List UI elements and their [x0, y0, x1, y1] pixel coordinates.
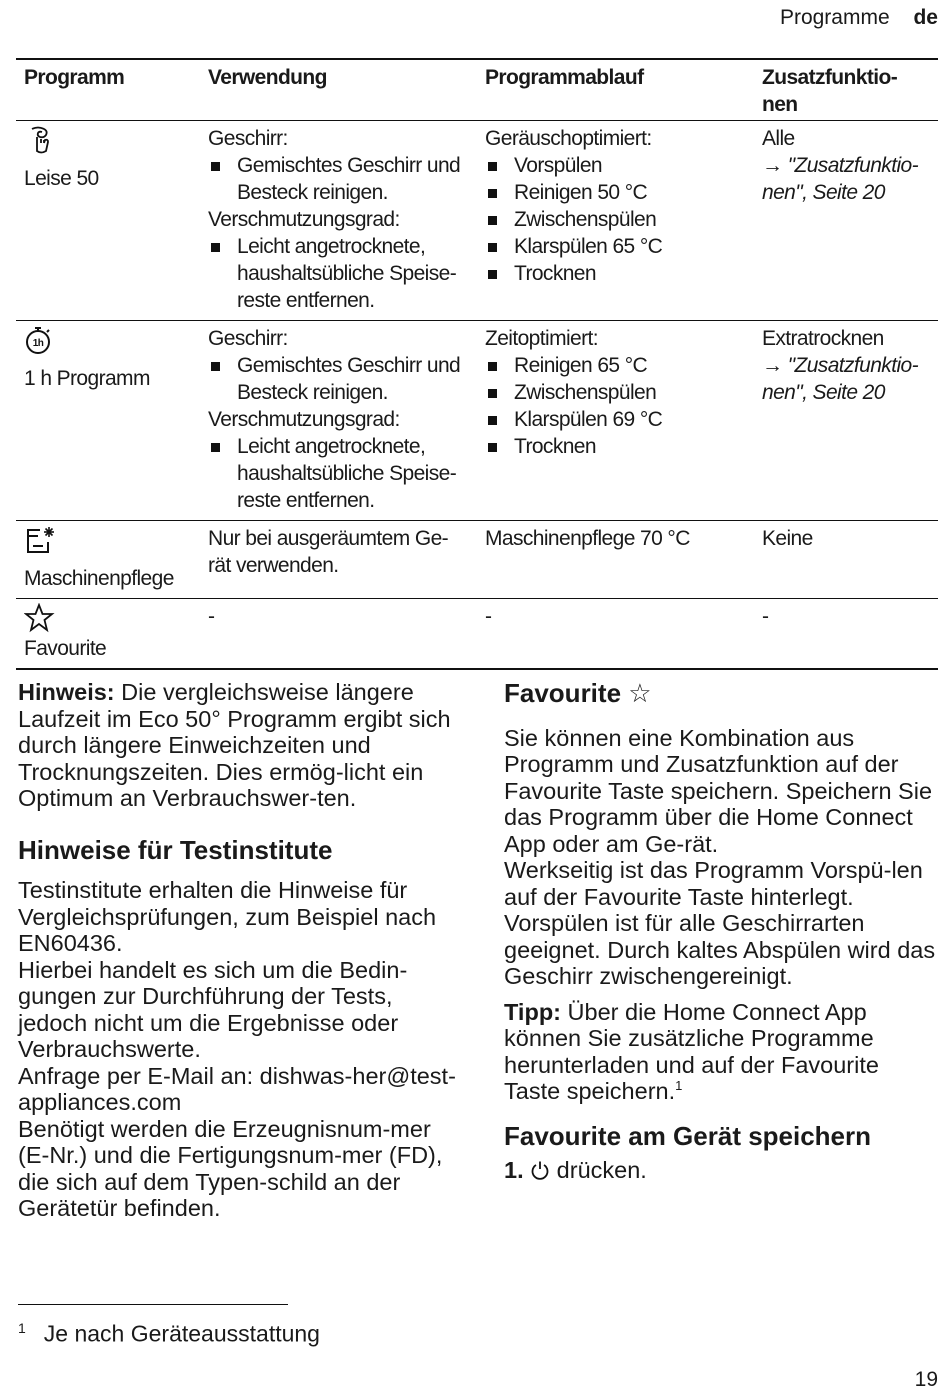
arrow-icon: → — [762, 154, 788, 177]
program-name: Leise 50 — [24, 167, 99, 190]
list-item: Gemischtes Geschirr und Besteck reinigen. — [208, 352, 469, 406]
footnote — [18, 1320, 320, 1348]
use-cell — [200, 321, 477, 520]
use-intro: Geschirr: — [208, 127, 288, 150]
list-item: Vorspülen — [485, 152, 746, 179]
machine-care-icon — [24, 525, 58, 555]
table-row — [16, 121, 938, 321]
extra-cell — [754, 321, 938, 520]
extra-value: Alle — [762, 127, 795, 150]
list-item: Klarspülen 69 °C — [485, 406, 746, 433]
list-item: Zwischenspülen — [485, 379, 746, 406]
step-text: drücken. — [550, 1157, 647, 1183]
list-item: Trocknen — [485, 260, 746, 287]
flow-intro: Geräuschoptimiert: — [485, 127, 652, 150]
tip-label: Tipp: — [504, 998, 561, 1025]
flow-cell — [477, 321, 754, 520]
soil-intro: Verschmutzungsgrad: — [208, 408, 400, 431]
extra-value: Extratrocknen — [762, 327, 884, 350]
note-label: Hinweis: — [18, 679, 115, 705]
col-header-program: Programm — [24, 66, 125, 89]
section-heading — [504, 680, 940, 707]
program-name: Favourite — [24, 637, 107, 660]
paragraph: Benötigt werden die Erzeugnisnum-mer (E-Nr.) und die Fertigungsnum-mer (FD), die sich auf dem Typen-schild an der Gerätetür befinden. — [18, 1115, 443, 1221]
use-intro: Geschirr: — [208, 327, 288, 350]
extra-cell — [754, 121, 938, 320]
cross-reference-link[interactable]: "Zusatzfunktio-nen", Seite 20 — [762, 354, 918, 404]
step-number: 1. — [504, 1157, 524, 1183]
extra-cell: - — [762, 605, 769, 628]
cross-reference-link[interactable]: "Zusatzfunktio-nen", Seite 20 — [762, 154, 918, 204]
paragraph: Testinstitute erhalten die Hinweise für Vergleichsprüfungen, zum Beispiel nach EN60436. — [18, 877, 437, 956]
right-column — [504, 680, 940, 1184]
language-code: de — [913, 6, 938, 29]
paragraph: Sie können eine Kombination aus Programm und Zusatzfunktion auf der Favourite Taste speichern. Speichern Sie das Programm über die Home Connect App oder am Ge-rät. — [504, 724, 933, 857]
paragraph: Hierbei handelt es sich um die Bedin-gungen zur Durchführung der Tests, jedoch nicht um die Ergebnisse oder Verbrauchswerte. — [18, 956, 408, 1062]
footnote-rule — [18, 1304, 288, 1305]
heading-text: Favourite — [504, 678, 622, 708]
note-text: Die vergleichsweise längere Laufzeit im Eco 50° Programm ergibt sich durch längere Einweichzeiten und Trocknungszeiten. Dies ermög-licht ein Optimum an Verbrauchswer-ten. — [18, 679, 451, 811]
table-row — [16, 521, 938, 599]
use-cell — [200, 121, 477, 320]
page-number: 19 — [914, 1368, 938, 1391]
program-cell — [16, 321, 200, 520]
note-paragraph — [18, 679, 458, 812]
list-item: Reinigen 50 °C — [485, 179, 746, 206]
flow-cell — [477, 121, 754, 320]
program-table — [16, 58, 938, 670]
tip-text: Über die Home Connect App können Sie zusätzliche Programme herunterladen und auf der Favourite Taste speichern. — [504, 998, 879, 1104]
list-item: Leicht angetrocknete, haushaltsübliche Speise-reste entfernen. — [208, 433, 469, 514]
list-item: Klarspülen 65 °C — [485, 233, 746, 260]
table-header-row — [16, 60, 938, 121]
silent-hand-icon — [24, 125, 58, 155]
list-item: Reinigen 65 °C — [485, 352, 746, 379]
footnote-mark: 1 — [18, 1320, 26, 1336]
flow-cell: - — [485, 605, 492, 628]
email-paragraph: Anfrage per E-Mail an: dishwas-her@test-appliances.com — [18, 1062, 456, 1115]
use-cell: Nur bei ausgeräumtem Ge-rät verwenden. — [208, 527, 449, 577]
paragraph: Werkseitig ist das Programm Vorspü-len auf der Favourite Taste hinterlegt. Vorspülen ist für alle Geschirrarten geeignet. Durch kaltes Abspülen wird das Geschirr zwischengereinigt. — [504, 857, 936, 989]
extra-cell: Keine — [762, 527, 813, 550]
program-cell — [16, 521, 200, 598]
list-item: Gemischtes Geschirr und Besteck reinigen. — [208, 152, 469, 206]
col-header-use: Verwendung — [208, 66, 327, 89]
table-row — [16, 599, 938, 670]
power-icon — [530, 1160, 550, 1180]
col-header-extra: Zusatzfunktio- nen — [762, 66, 898, 116]
tip-paragraph — [504, 999, 940, 1105]
arrow-icon: → — [762, 354, 788, 377]
footnote-text: Je nach Geräteausstattung — [43, 1320, 320, 1347]
running-header — [780, 6, 938, 30]
section-title: Programme — [779, 6, 890, 29]
svg-text:1h: 1h — [32, 338, 44, 349]
flow-cell: Maschinenpflege 70 °C — [485, 527, 690, 550]
program-name: 1 h Programm — [24, 367, 150, 390]
table-row — [16, 321, 938, 521]
use-cell: - — [208, 605, 215, 628]
left-column — [18, 679, 458, 1222]
star-icon — [24, 603, 58, 633]
footnote-reference: 1 — [675, 1078, 683, 1094]
stopwatch-1h-icon — [24, 325, 58, 355]
soil-intro: Verschmutzungsgrad: — [208, 208, 400, 231]
star-icon: ☆ — [628, 678, 652, 708]
col-header-flow: Programmablauf — [485, 66, 644, 89]
list-item: Leicht angetrocknete, haushaltsübliche Speise-reste entfernen. — [208, 233, 469, 314]
program-cell — [16, 121, 200, 320]
step-item — [504, 1157, 940, 1184]
list-item: Trocknen — [485, 433, 746, 460]
list-item: Zwischenspülen — [485, 206, 746, 233]
program-name: Maschinenpflege — [24, 567, 174, 590]
section-heading: Favourite am Gerät speichern — [504, 1120, 872, 1151]
section-heading: Hinweise für Testinstitute — [18, 834, 333, 865]
program-cell — [16, 599, 200, 668]
flow-intro: Zeitoptimiert: — [485, 327, 598, 350]
